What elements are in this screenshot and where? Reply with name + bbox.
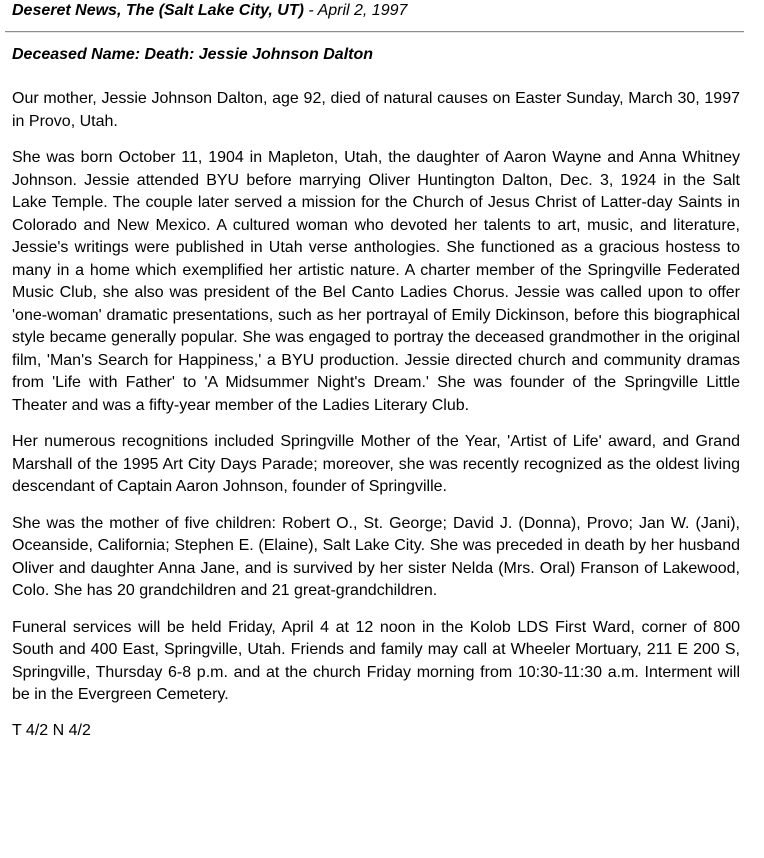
publication-date: April 2, 1997 <box>317 2 408 19</box>
deceased-heading: Deceased Name: Death: Jessie Johnson Dalton <box>12 46 374 63</box>
header-separator: - <box>303 2 318 19</box>
paragraph-recognitions: Her numerous recognitions included Springville Mother of the Year, 'Artist of Life' award, and Grand Marshall of the 1995 Art City Days Parade; moreover, she was recently recognized as the oldest living descendant of Captain Aaron Johnson, founder of Springville. <box>12 433 740 495</box>
paragraph-death-notice: Our mother, Jessie Johnson Dalton, age 92, died of natural causes on Easter Sunday, March 30, 1997 in Provo, Utah. <box>12 90 740 130</box>
publication-name: Deseret News, The (Salt Lake City, UT) <box>12 2 304 19</box>
obituary-body <box>12 88 740 742</box>
paragraph-biography: She was born October 11, 1904 in Mapleton, Utah, the daughter of Aaron Wayne and Anna Whitney Johnson. Jessie attended BYU before marrying Oliver Huntington Dalton, Dec. 3, 1924 in the Salt Lake Temple. The couple later served a mission for the Church of Jesus Christ of Latter-day Saints in Colorado and New Mexico. A cultured woman who devoted her talents to art, music, and literature, Jessie's writings were published in Utah verse anthologies. She functioned as a gracious hostess to many in a home which exemplified her artistic nature. A charter member of the Springville Federated Music Club, she also was president of the Bel Canto Ladies Chorus. Jessie was called upon to offer 'one-woman' dramatic presentations, such as her portrayal of Emily Dickinson, before this biographical style became generally popular. She was engaged to portray the deceased grandmother in the original film, 'Man's Search for Happiness,' a BYU production. Jessie directed church and community dramas from 'Life with Father' to 'A Midsummer Night's Dream.' She was founder of the Springville Little Theater and was a fifty-year member of the Ladies Literary Club. <box>12 149 740 414</box>
publication-codes: T 4/2 N 4/2 <box>12 721 91 739</box>
publication-header <box>12 0 407 22</box>
header-divider <box>5 31 744 33</box>
paragraph-funeral-services: Funeral services will be held Friday, April 4 at 12 noon in the Kolob LDS First Ward, corner of 800 South and 400 East, Springville, Utah. Friends and family may call at Wheeler Mortuary, 211 E 200 S, Springville, Thursday 6-8 p.m. and at the church Friday morning from 10:30-11:30 a.m. Interment will be in the Evergreen Cemetery. <box>12 618 740 703</box>
paragraph-family: She was the mother of five children: Robert O., St. George; David J. (Donna), Provo; Jan W. (Jani), Oceanside, California; Stephen E. (Elaine), Salt Lake City. She was preceded in death by her husband Oliver and daughter Anna Jane, and is survived by her sister Nelda (Mrs. Oral) Franson of Lakewood, Colo. She has 20 grandchildren and 21 great-grandchildren. <box>12 514 740 599</box>
